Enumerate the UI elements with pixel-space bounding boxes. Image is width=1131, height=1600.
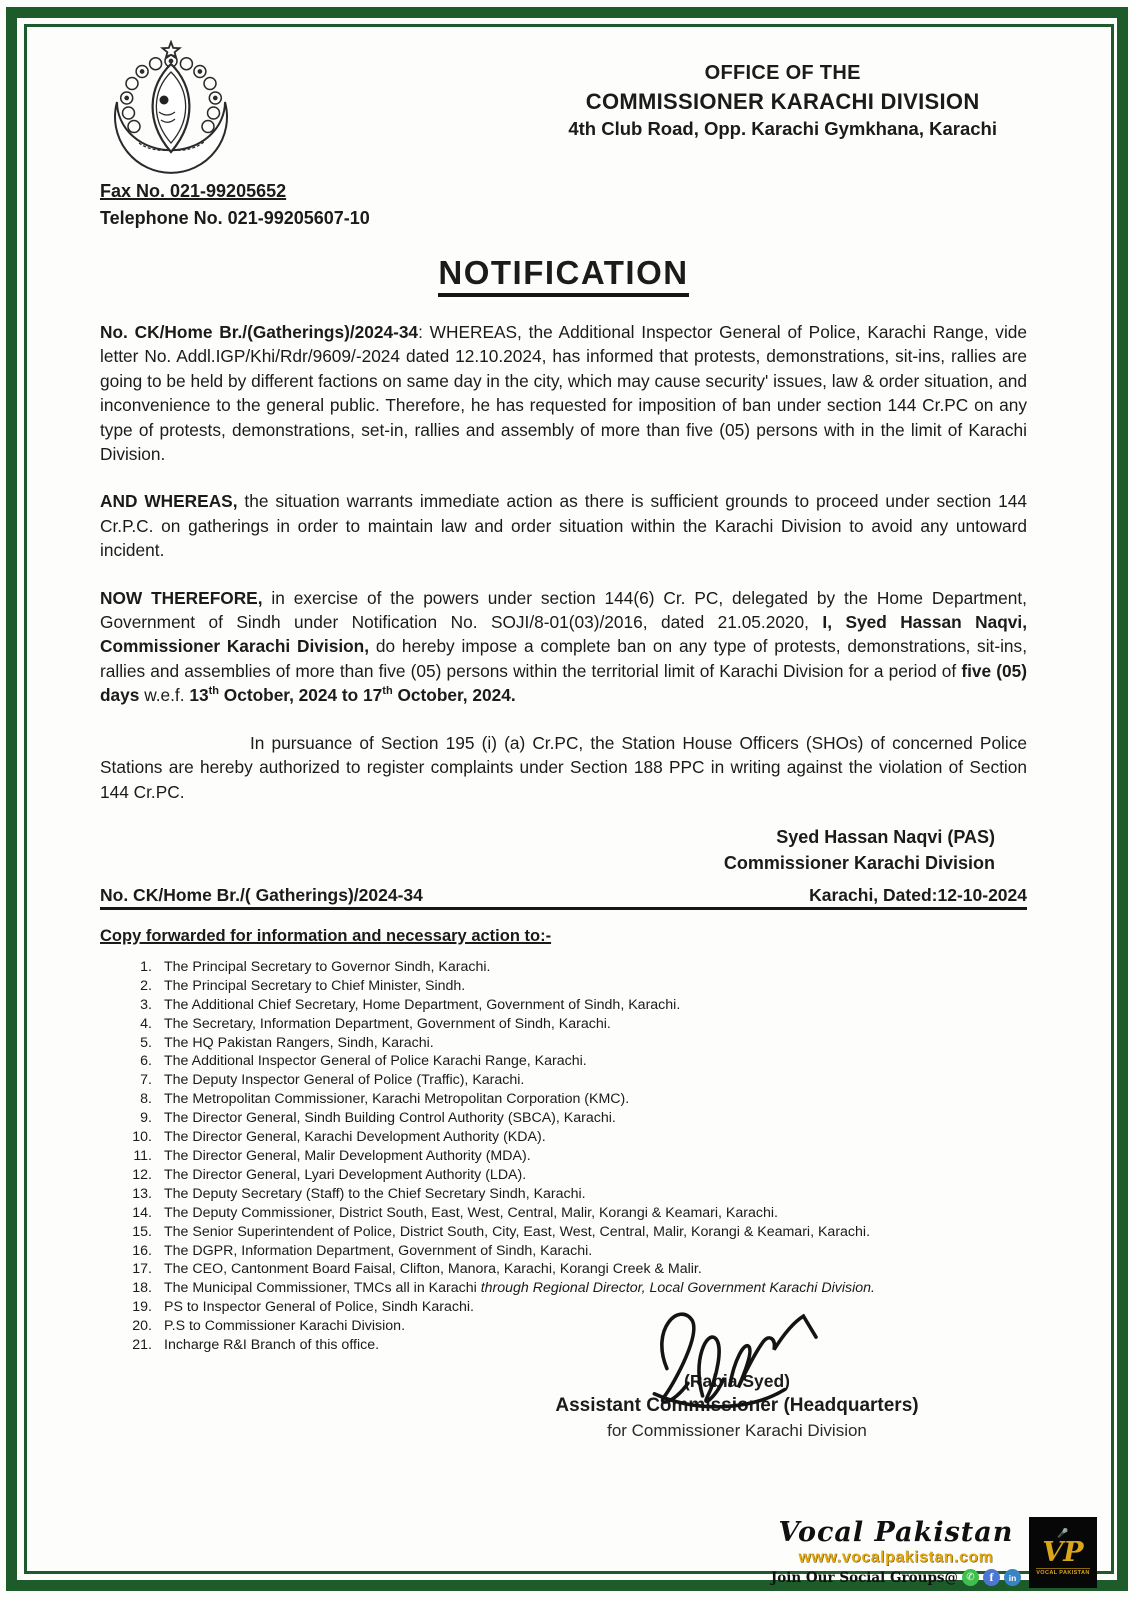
office-line-1: OFFICE OF THE <box>704 62 861 84</box>
list-item-number: 10. <box>132 1129 152 1146</box>
list-item-text: The Deputy Inspector General of Police (Traffic), Karachi. <box>164 1072 525 1089</box>
list-item-text: The Municipal Commissioner, TMCs all in Karachi through Regional Director, Local Government Karachi Division. <box>164 1280 875 1297</box>
social-row: Join Our Social Groups@ ✆ f in <box>771 1569 1021 1586</box>
list-item <box>122 1034 1027 1053</box>
contact-block <box>100 178 1027 232</box>
list-item <box>122 1317 1027 1336</box>
for-line: for Commissioner Karachi Division <box>607 1420 867 1440</box>
list-item-number: 15. <box>132 1223 152 1240</box>
paragraph-and-whereas: AND WHEREAS, the situation warrants immediate action as there is sufficient grounds to proceed under section 144 Cr.P.C. on gatherings in order to maintain law and order situation within the Karachi Division to avoid any untoward incident. <box>100 491 1027 561</box>
list-item <box>122 1128 1027 1147</box>
signatory-name: Syed Hassan Naqvi (PAS) <box>776 826 995 847</box>
paragraph-in-pursuance: In pursuance of Section 195 (i) (a) Cr.PC, the Station House Officers (SHOs) of concerned Police Stations are hereby authorized to register complaints under Section 188 PPC in writing against the violation of Section 144 Cr.PC. <box>100 732 1027 802</box>
reference-date-line <box>100 885 1027 910</box>
logo-monogram: VP <box>1042 1537 1084 1569</box>
list-item-text: The Director General, Karachi Development Authority (KDA). <box>164 1129 546 1146</box>
list-item <box>122 1298 1027 1317</box>
list-item <box>122 1147 1027 1166</box>
list-item-text: The Director General, Malir Development Authority (MDA). <box>164 1147 531 1164</box>
office-line-3: 4th Club Road, Opp. Karachi Gymkhana, Karachi <box>568 117 997 139</box>
list-item-number: 11. <box>133 1147 152 1164</box>
notification-title: NOTIFICATION <box>438 254 688 297</box>
list-item <box>122 1185 1027 1204</box>
linkedin-icon: in <box>1004 1569 1021 1586</box>
list-item <box>122 1279 1027 1298</box>
letterhead <box>100 40 1027 190</box>
list-item-text: The DGPR, Information Department, Government of Sindh, Karachi. <box>164 1242 593 1259</box>
paragraph-now-therefore: NOW THEREFORE, in exercise of the powers under section 144(6) Cr. PC, delegated by the Home Department, Government of Sindh under Notification No. SOJI/8-01(03)/2016, dated 21.05.2020, I, Syed Hassan Naqvi, Commissioner Karachi Division, do hereby impose a complete ban on any type of protests, demonstrations, sit-ins, rallies and assemblies of more than five (05) persons within the territorial limit of Karachi Division for a period of five (05) days w.e.f. 13th October, 2024 to 17th October, 2024. <box>100 587 1027 706</box>
list-item-text: The Principal Secretary to Chief Minister, Sindh. <box>164 977 466 994</box>
list-item-number: 2. <box>140 977 152 994</box>
list-item <box>122 1242 1027 1261</box>
signatory-block <box>100 824 995 876</box>
list-item-text: The Secretary, Information Department, Government of Sindh, Karachi. <box>164 1015 611 1032</box>
list-item-text: The Director General, Lyari Development Authority (LDA). <box>164 1166 527 1183</box>
list-item-number: 1. <box>140 958 152 975</box>
list-item-text: The Principal Secretary to Governor Sindh, Karachi. <box>164 958 491 975</box>
list-item-text: PS to Inspector General of Police, Sindh Karachi. <box>164 1299 474 1316</box>
reference-number-bold: No. CK/Home Br./(Gatherings)/2024-34 <box>100 322 419 342</box>
list-item-number: 6. <box>140 1053 152 1070</box>
list-item-number: 8. <box>140 1091 152 1108</box>
list-item-number: 17. <box>132 1261 152 1278</box>
assistant-commissioner-name: (Rabia Syed) <box>684 1370 790 1391</box>
copy-forwarded-heading: Copy forwarded for information and necessary action to:- <box>100 926 552 945</box>
list-item-text: The Additional Inspector General of Police Karachi Range, Karachi. <box>164 1053 587 1070</box>
list-item <box>122 1109 1027 1128</box>
whatsapp-icon: ✆ <box>962 1569 979 1586</box>
list-item-number: 18. <box>132 1280 152 1297</box>
list-item-text: The Deputy Commissioner, District South, East, West, Central, Malir, Korangi & Keamari, Karachi. <box>164 1204 778 1221</box>
list-item-number: 21. <box>132 1337 152 1354</box>
list-item <box>122 1052 1027 1071</box>
brand-name: Vocal Pakistan <box>778 1517 1014 1549</box>
vocal-pakistan-watermark <box>769 1517 1097 1588</box>
reference-number: No. CK/Home Br./( Gatherings)/2024-34 <box>100 884 423 905</box>
list-item <box>122 1015 1027 1034</box>
facebook-icon: f <box>983 1569 1000 1586</box>
list-item <box>122 1166 1027 1185</box>
place-date: Karachi, Dated:12-10-2024 <box>809 884 1027 905</box>
list-item-number: 14. <box>132 1204 152 1221</box>
fax-number: Fax No. 021-99205652 <box>100 181 287 201</box>
list-item-number: 9. <box>140 1110 152 1127</box>
list-item-text: Incharge R&I Branch of this office. <box>164 1337 380 1354</box>
list-item-text: P.S to Commissioner Karachi Division. <box>164 1318 406 1335</box>
logo-caption: VOCAL PAKISTAN <box>1036 1570 1090 1577</box>
list-item-number: 20. <box>132 1318 152 1335</box>
recipient-list <box>122 958 1027 1355</box>
sindh-government-emblem-icon <box>100 40 242 190</box>
list-item-number: 5. <box>140 1034 152 1051</box>
list-item-number: 3. <box>140 996 152 1013</box>
list-item-text: The Director General, Sindh Building Control Authority (SBCA), Karachi. <box>164 1110 616 1127</box>
list-item-number: 7. <box>140 1072 152 1089</box>
list-item <box>122 1071 1027 1090</box>
list-item-number: 13. <box>132 1185 152 1202</box>
vocal-pakistan-logo <box>1029 1517 1097 1588</box>
list-item <box>122 996 1027 1015</box>
list-item-number: 19. <box>132 1299 152 1316</box>
list-item-number: 4. <box>140 1015 152 1032</box>
list-item-text: The Additional Chief Secretary, Home Department, Government of Sindh, Karachi. <box>164 996 681 1013</box>
list-item <box>122 1223 1027 1242</box>
list-item-text: The HQ Pakistan Rangers, Sindh, Karachi. <box>164 1034 434 1051</box>
list-item-text: The Senior Superintendent of Police, District South, City, East, West, Central, Malir, Korangi & Keamari, Karachi. <box>164 1223 871 1240</box>
list-item <box>122 958 1027 977</box>
office-line-2: COMMISSIONER KARACHI DIVISION <box>585 89 980 114</box>
list-item-number: 16. <box>132 1242 152 1259</box>
list-item <box>122 1260 1027 1279</box>
list-item <box>122 1204 1027 1223</box>
list-item-text: The CEO, Cantonment Board Faisal, Clifton, Manora, Karachi, Korangi Creek & Malir. <box>164 1261 702 1278</box>
bottom-signature-block <box>507 1369 967 1443</box>
list-item-number: 12. <box>132 1166 152 1183</box>
list-item <box>122 977 1027 996</box>
list-item <box>122 1090 1027 1109</box>
list-item <box>122 1336 1027 1355</box>
handwritten-signature <box>627 1291 837 1421</box>
list-item-text: The Deputy Secretary (Staff) to the Chief Secretary Sindh, Karachi. <box>164 1185 586 1202</box>
signatory-title: Commissioner Karachi Division <box>723 852 995 873</box>
document-content <box>30 30 1107 1568</box>
microphone-icon: 🎤 <box>1057 1528 1069 1539</box>
list-item-text: The Metropolitan Commissioner, Karachi Metropolitan Corporation (KMC). <box>164 1091 630 1108</box>
brand-website: www.vocalpakistan.com <box>798 1548 994 1566</box>
watermark-text-block <box>769 1517 1029 1588</box>
paragraph-whereas: No. CK/Home Br./(Gatherings)/2024-34: WHEREAS, the Additional Inspector General of Police, Karachi Range, vide letter No. Addl.IGP/Khi/Rdr/9609/-2024 dated 12.10.2024, has informed that protests, demonstrations, sit-ins, rallies are going to be held by different factions on same day in the city, which may cause security' issues, law & order situation, and inconvenience to the general public. Therefore, he has requested for imposition of ban under section 144 Cr.PC on any type of protests, demonstrations, set-in, rallies and assembly of more than five (05) persons with in the limit of Karachi Division. <box>100 322 1028 465</box>
office-address-block <box>568 60 997 142</box>
assistant-commissioner-title: Assistant Commissioner (Headquarters) <box>555 1394 919 1416</box>
telephone-number: Telephone No. 021-99205607-10 <box>100 208 370 228</box>
